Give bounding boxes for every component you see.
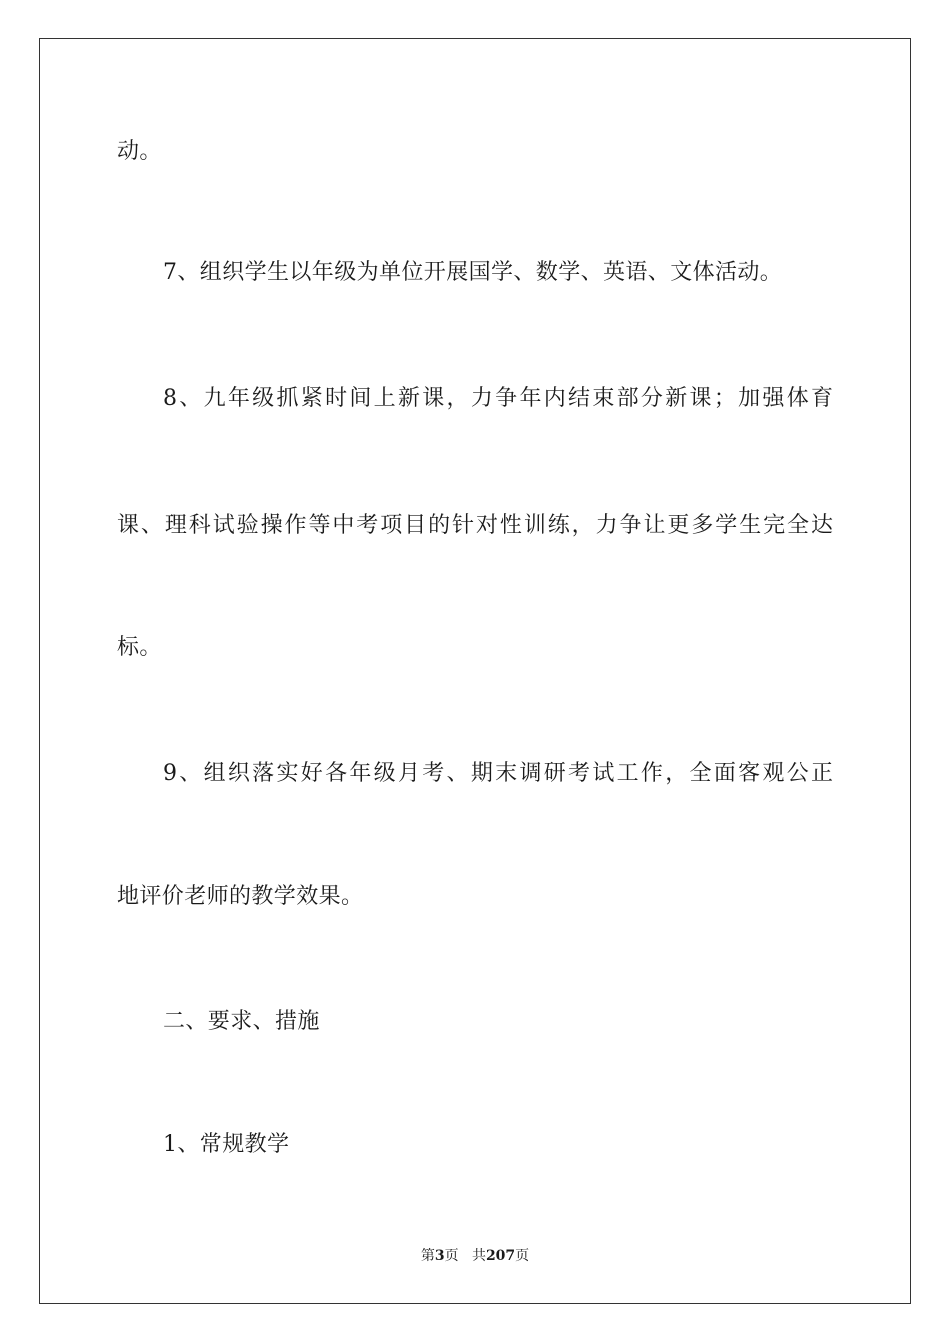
- footer-current-page: 3: [434, 1248, 445, 1264]
- text-line-1: 动。: [117, 139, 162, 164]
- footer-total-pages: 207: [485, 1248, 516, 1264]
- page-border: [39, 38, 911, 1304]
- section-heading: 二、要求、措施: [163, 1009, 320, 1034]
- footer-total-suffix: 页: [515, 1248, 530, 1264]
- footer-page-prefix: 第: [420, 1248, 435, 1264]
- text-line-6: 9、组织落实好各年级月考、期末调研考试工作，全面客观公正: [163, 761, 833, 786]
- footer-total-prefix: 共: [471, 1248, 486, 1264]
- text-line-3: 8、九年级抓紧时间上新课，力争年内结束部分新课；加强体育: [163, 386, 833, 411]
- subsection-heading: 1、常规教学: [163, 1132, 290, 1157]
- text-line-2: 7、组织学生以年级为单位开展国学、数学、英语、文体活动。: [163, 260, 783, 285]
- text-line-4: 课、理科试验操作等中考项目的针对性训练，力争让更多学生完全达: [117, 513, 833, 538]
- page-footer: [0, 1247, 950, 1265]
- footer-page-suffix: 页: [444, 1248, 459, 1264]
- text-line-5: 标。: [117, 635, 162, 660]
- text-line-7: 地评价老师的教学效果。: [117, 884, 364, 909]
